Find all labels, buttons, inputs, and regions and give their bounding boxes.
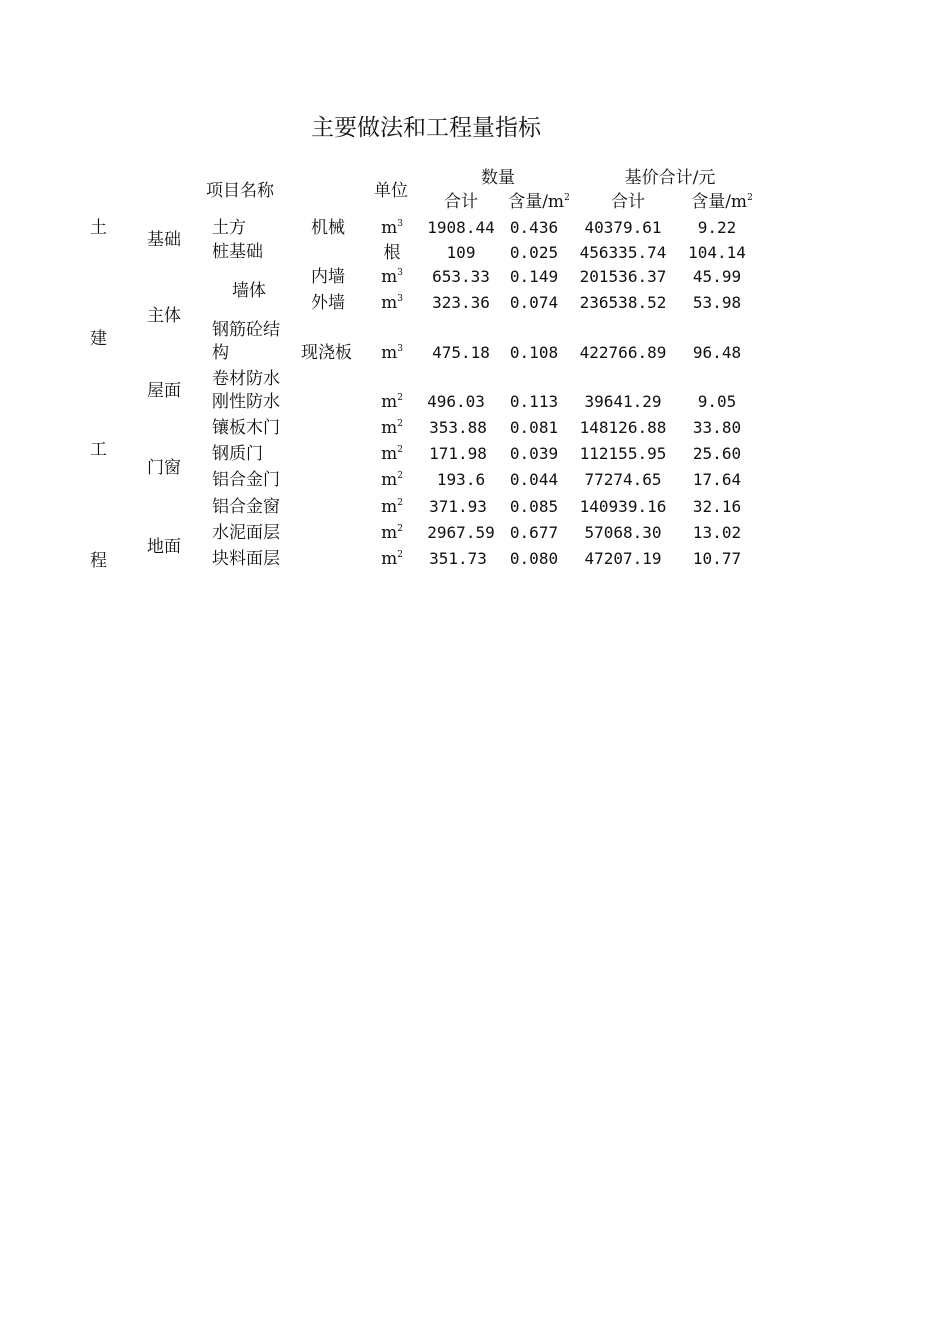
header-total-price: 合计 [611,192,645,212]
row-unit: $m^2$ [381,444,403,464]
row-price-content: 9.05 [697,392,737,411]
row-price-content: 104.14 [688,243,746,262]
row-unit: $m^2$ [381,418,403,438]
row-price-content: 9.22 [697,218,737,237]
row-price-content: 33.80 [692,418,742,437]
row-unit: 根 [383,243,401,263]
header-content-price: 含量$/m^2$ [691,192,753,212]
row-sub: 内墙 [311,267,345,287]
row-total: 109 [446,243,476,262]
row-content: 0.039 [509,444,559,463]
row-price-content: 45.99 [692,267,742,286]
category-char: 工 [90,440,107,460]
row-price-total: 148126.88 [579,418,667,437]
row-total: 353.88 [429,418,487,437]
header-item-name: 项目名称 [206,181,274,201]
row-total: 323.36 [432,293,490,312]
row-price-content: 25.60 [692,444,742,463]
row-unit: $m^2$ [381,470,403,490]
row-price-content: 96.48 [692,343,742,362]
category-char: 程 [90,551,107,571]
row-unit: $m^2$ [381,523,403,543]
group-doors-windows: 门窗 [147,458,181,478]
group-floor: 地面 [147,537,181,557]
row-total: 1908.44 [427,218,495,237]
row-total: 351.73 [429,549,487,568]
row-name-wall: 墙体 [232,281,266,301]
row-price-total: 236538.52 [579,293,667,312]
group-foundation: 基础 [147,230,181,250]
row-total: 496.03 [427,392,485,411]
row-total: 475.18 [432,343,490,362]
row-price-total: 57068.30 [584,523,662,542]
row-unit: $m^3$ [381,267,403,287]
row-unit: $m^2$ [381,392,403,412]
row-unit: $m^3$ [381,293,403,313]
group-roof: 屋面 [147,381,181,401]
row-price-content: 13.02 [692,523,742,542]
header-total-quantity: 合计 [444,192,478,212]
row-price-content: 32.16 [692,497,742,516]
row-unit: $m^3$ [381,218,403,238]
row-name: 镶板木门 [212,418,280,438]
row-sub: 机械 [311,218,345,238]
row-content: 0.085 [509,497,559,516]
row-name: 土方 [212,218,246,238]
row-name: 钢质门 [212,444,263,464]
row-unit: $m^3$ [381,343,403,363]
row-name-cont: 构 [212,343,229,363]
header-content-quantity: 含量$/m^2$ [508,192,570,212]
row-unit: $m^2$ [381,549,403,569]
row-name: 块料面层 [212,549,280,569]
row-sub: 现浇板 [301,343,352,363]
row-content: 0.113 [509,392,559,411]
row-total: 371.93 [429,497,487,516]
row-total: 2967.59 [427,523,495,542]
row-name: 水泥面层 [212,523,280,543]
row-total: 653.33 [432,267,490,286]
row-name: 卷材防水 [212,369,280,389]
row-price-total: 456335.74 [579,243,667,262]
row-price-content: 17.64 [692,470,742,489]
page-title: 主要做法和工程量指标 [311,115,541,141]
row-price-total: 39641.29 [584,392,662,411]
row-total: 171.98 [429,444,487,463]
row-content: 0.081 [509,418,559,437]
row-price-content: 53.98 [692,293,742,312]
row-unit: $m^2$ [381,497,403,517]
row-name: 刚性防水 [212,392,280,412]
row-price-total: 422766.89 [579,343,667,362]
row-name: 铝合金门 [212,470,280,490]
category-char: 建 [90,329,107,349]
header-quantity: 数量 [481,168,515,188]
header-base-price: 基价合计/元 [624,168,716,188]
row-price-total: 47207.19 [584,549,662,568]
group-main-body: 主体 [147,306,181,326]
row-content: 0.080 [509,549,559,568]
row-content: 0.108 [509,343,559,362]
row-price-total: 140939.16 [579,497,667,516]
row-price-total: 201536.37 [579,267,667,286]
row-content: 0.074 [509,293,559,312]
row-sub: 外墙 [311,293,345,313]
row-total: 193.6 [436,470,486,489]
row-content: 0.677 [509,523,559,542]
row-price-content: 10.77 [692,549,742,568]
row-name: 桩基础 [212,242,263,262]
row-content: 0.025 [509,243,559,262]
row-price-total: 112155.95 [579,444,667,463]
row-content: 0.436 [509,218,559,237]
row-price-total: 40379.61 [584,218,662,237]
row-price-total: 77274.65 [584,470,662,489]
row-name: 钢筋砼结 [212,320,280,340]
category-char: 土 [90,218,107,238]
header-unit: 单位 [374,181,408,201]
row-name: 铝合金窗 [212,497,280,517]
row-content: 0.044 [509,470,559,489]
row-content: 0.149 [509,267,559,286]
